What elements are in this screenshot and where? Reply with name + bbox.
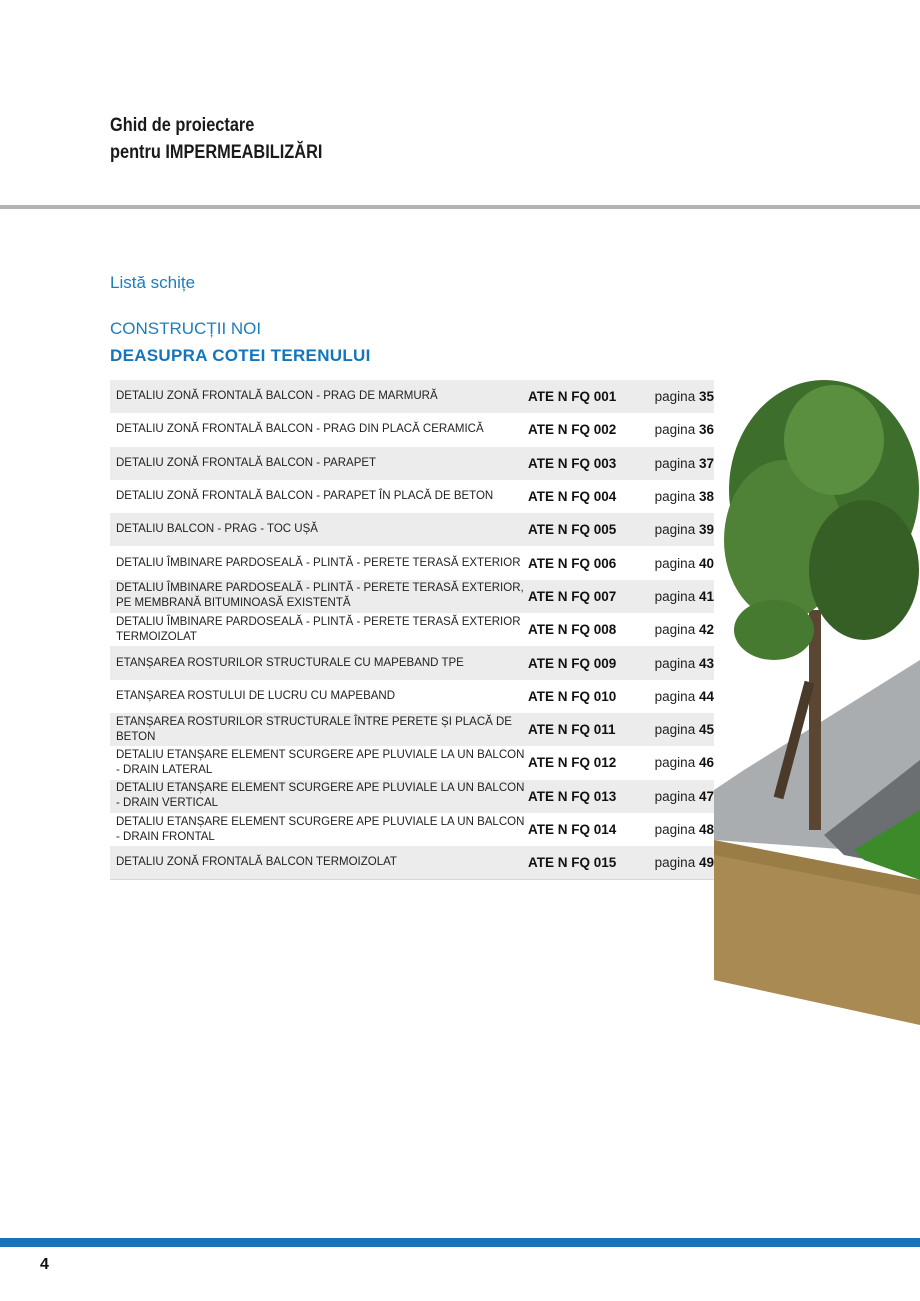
page-reference — [642, 622, 714, 637]
drawing-description: DETALIU ZONĂ FRONTALĂ BALCON TERMOIZOLAT — [116, 856, 397, 869]
page-prefix: pagina — [654, 822, 696, 837]
page-value: 38 — [698, 489, 714, 505]
drawing-description: DETALIU ZONĂ FRONTALĂ BALCON - PARAPET — [116, 456, 377, 469]
page-value: 37 — [698, 455, 714, 471]
drawing-description: DETALIU ÎMBINARE PARDOSEALĂ - PLINTĂ - PERETE TERASĂ EXTERIOR TERMOIZOLAT — [116, 615, 521, 643]
drawing-code: ATE N FQ 009 — [528, 655, 617, 671]
drawing-description: DETALIU ETANȘARE ELEMENT SCURGERE APE PLUVIALE LA UN BALCON - DRAIN FRONTAL — [116, 815, 525, 843]
title-line-2: pentru IMPERMEABILIZĂRI — [110, 142, 323, 163]
page-reference — [642, 656, 714, 671]
page-reference — [642, 422, 714, 437]
page-prefix: pagina — [654, 722, 696, 738]
drawing-description: DETALIU ETANȘARE ELEMENT SCURGERE APE PLUVIALE LA UN BALCON - DRAIN LATERAL — [116, 748, 525, 776]
table-row — [110, 646, 714, 679]
table-row — [110, 480, 714, 513]
page-prefix: pagina — [654, 622, 696, 638]
page-prefix: pagina — [654, 755, 696, 771]
table-row — [110, 546, 714, 579]
page-prefix: pagina — [654, 655, 696, 671]
drawing-description: ETANȘAREA ROSTULUI DE LUCRU CU MAPEBAND — [116, 689, 396, 702]
page-prefix: pagina — [654, 588, 696, 604]
table-row — [110, 380, 714, 413]
page-prefix: pagina — [654, 688, 696, 704]
page-reference — [642, 855, 714, 870]
drawing-code: ATE N FQ 010 — [528, 688, 617, 704]
list-title: Listă schițe — [110, 273, 196, 292]
page-value: 42 — [698, 622, 714, 638]
section-subheading: DEASUPRA COTEI TERENULUI — [110, 346, 371, 365]
drawing-code: ATE N FQ 003 — [528, 455, 617, 471]
tree-ground-illustration — [714, 380, 920, 1040]
page-value: 46 — [698, 755, 714, 771]
page-prefix: pagina — [654, 788, 696, 804]
table-row — [110, 513, 714, 546]
page-prefix: pagina — [654, 489, 696, 505]
document-title — [110, 112, 322, 166]
table-row — [110, 580, 714, 613]
table-row — [110, 713, 714, 746]
page-prefix: pagina — [654, 555, 696, 571]
section-heading: CONSTRUCȚII NOI — [110, 319, 262, 338]
table-row — [110, 680, 714, 713]
header-divider — [0, 205, 920, 209]
page-prefix: pagina — [654, 522, 696, 538]
page-value: 43 — [698, 655, 714, 671]
page-value: 35 — [698, 389, 714, 405]
page-reference — [642, 489, 714, 504]
drawing-code: ATE N FQ 004 — [528, 489, 617, 505]
drawing-code: ATE N FQ 012 — [528, 755, 617, 771]
page-value: 49 — [698, 855, 714, 871]
drawing-description: ETANȘAREA ROSTURILOR STRUCTURALE ÎNTRE PERETE ȘI PLACĂ DE BETON — [116, 715, 512, 743]
page-value: 44 — [698, 688, 714, 704]
table-row — [110, 447, 714, 480]
drawing-code: ATE N FQ 001 — [528, 389, 617, 405]
page-prefix: pagina — [654, 389, 696, 405]
title-line-1: Ghid de proiectare — [110, 115, 255, 136]
page-reference — [642, 689, 714, 704]
page-reference — [642, 389, 714, 404]
drawing-description: ETANȘAREA ROSTURILOR STRUCTURALE CU MAPEBAND TPE — [116, 656, 464, 669]
page-reference — [642, 822, 714, 837]
table-row — [110, 746, 714, 779]
table-row — [110, 846, 714, 879]
page-reference — [642, 755, 714, 770]
table-row — [110, 780, 714, 813]
table-row — [110, 413, 714, 446]
page-reference — [642, 556, 714, 571]
footer-bar — [0, 1238, 920, 1247]
drawing-code: ATE N FQ 013 — [528, 788, 617, 804]
page-value: 36 — [698, 422, 714, 438]
drawing-code: ATE N FQ 005 — [528, 522, 617, 538]
drawing-description: DETALIU ZONĂ FRONTALĂ BALCON - PRAG DIN PLACĂ CERAMICĂ — [116, 423, 484, 436]
drawing-description: DETALIU ETANȘARE ELEMENT SCURGERE APE PLUVIALE LA UN BALCON - DRAIN VERTICAL — [116, 782, 525, 810]
page-number: 4 — [40, 1256, 49, 1273]
page-value: 45 — [698, 722, 714, 738]
drawing-code: ATE N FQ 014 — [528, 822, 617, 837]
drawing-description: DETALIU ZONĂ FRONTALĂ BALCON - PARAPET ÎN PLACĂ DE BETON — [116, 490, 494, 503]
page-value: 48 — [698, 822, 714, 837]
page-value: 39 — [698, 522, 714, 538]
drawings-table — [110, 380, 714, 880]
drawing-code: ATE N FQ 008 — [528, 622, 617, 638]
drawing-code: ATE N FQ 007 — [528, 588, 617, 604]
page-prefix: pagina — [654, 455, 696, 471]
page-reference — [642, 522, 714, 537]
drawing-code: ATE N FQ 011 — [528, 722, 616, 738]
drawing-code: ATE N FQ 015 — [528, 855, 617, 871]
page-reference — [642, 722, 714, 737]
page-prefix: pagina — [654, 422, 696, 438]
table-row — [110, 813, 714, 846]
table-row — [110, 613, 714, 646]
drawing-description: DETALIU ÎMBINARE PARDOSEALĂ - PLINTĂ - PERETE TERASĂ EXTERIOR, PE MEMBRANĂ BITUMINOASĂ EXISTENTĂ — [116, 582, 524, 610]
page-reference — [642, 789, 714, 804]
page-reference — [642, 589, 714, 604]
drawing-description: DETALIU BALCON - PRAG - TOC UȘĂ — [116, 523, 318, 536]
drawing-description: DETALIU ZONĂ FRONTALĂ BALCON - PRAG DE MARMURĂ — [116, 390, 438, 403]
page-prefix: pagina — [654, 855, 696, 871]
page-value: 40 — [698, 555, 714, 571]
drawing-description: DETALIU ÎMBINARE PARDOSEALĂ - PLINTĂ - PERETE TERASĂ EXTERIOR — [116, 556, 521, 569]
page-reference — [642, 456, 714, 471]
page-value: 41 — [698, 588, 714, 604]
page-value: 47 — [698, 788, 714, 804]
drawing-code: ATE N FQ 006 — [528, 555, 617, 571]
drawing-code: ATE N FQ 002 — [528, 422, 617, 438]
